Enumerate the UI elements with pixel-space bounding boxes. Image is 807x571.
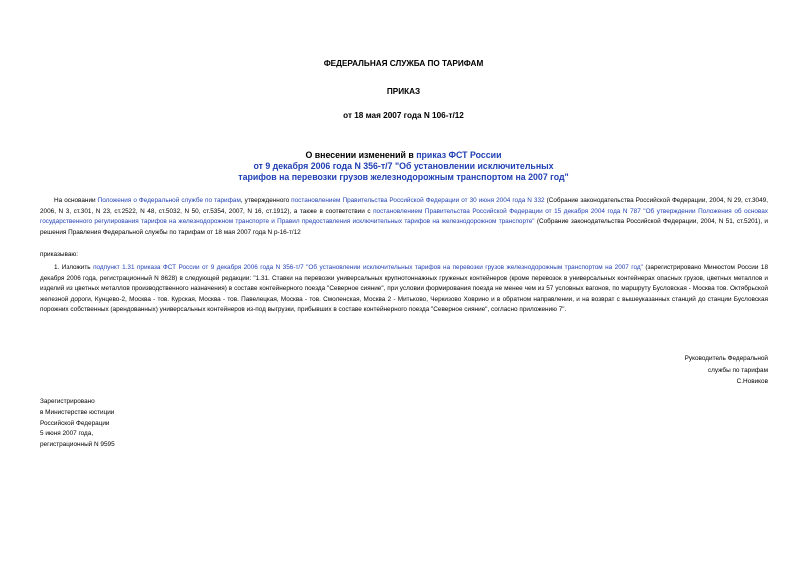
signature-block: [560, 353, 768, 388]
link-resolution-332[interactable]: постановлением Правительства Российской Федерации от 30 июня 2004 года N 332: [291, 197, 545, 204]
preamble-text-3: (Собрание законодательства Российской Федерации, 2004, N 29, ст.3049, 2006, N 3, ст.301, N 23, ст.2522, N 48, ст.5032, N 50, ст.5354, 2007, N 16, ст.1912), а также в соответствии с: [40, 197, 768, 215]
title-link-order[interactable]: приказ ФСТ России: [416, 150, 502, 160]
preamble-text-1: На основании: [54, 197, 98, 204]
signature-name: С.Новиков: [736, 378, 768, 385]
agency-heading: ФЕДЕРАЛЬНАЯ СЛУЖБА ПО ТАРИФАМ: [323, 59, 484, 68]
registration-line-1: Зарегистрировано: [40, 398, 95, 405]
document-title: [0, 150, 807, 183]
title-link-line2[interactable]: от 9 декабря 2006 года N 356-т/7 "Об установлении исключительных: [253, 161, 554, 171]
registration-line-4: 5 июня 2007 года,: [40, 430, 94, 438]
document-date-number: от 18 мая 2007 года N 106-т/12: [343, 111, 464, 120]
item1-text-1: 1. Изложить: [54, 264, 94, 271]
title-prefix: О внесении изменений в: [305, 150, 417, 160]
registration-line-2: в Министерстве юстиции: [40, 408, 115, 416]
item1-text-2: (зарегистрировано Минюстом России 18 декабря 2006 года, регистрационный N 8628) в следующей редакции: "1.31. Ставки на перевозки универсальных крупнотоннажных груженых контейнеров (кроме перевозок в универсальных контейнерах опасных грузов, цветных металлов и изделий из цветных металлов производственного назначения) в составе контейнерного поезда "Северное сияние", при условии формирования поезда не менее чем из 57 условных вагонов, по маршруту Бусловская - Москва тов. Октябрьской железной дороги, Кунцево-2, Москва - тов. Курская, Москва - тов. Павелецкая, Москва - тов. Смоленская, Москва 2 - Митьково, Черкизово Ховрино и в обратном направлении, и на возврат с вышеуказанных станций до станции Бусловская порожних собственных (арендованных) универсальных контейнеров из-под выгрузки, прибывших в составе контейнерного поезда "Северное сияние", согласно приложению 7".: [40, 264, 768, 314]
preamble-text-2: , утвержденного: [240, 197, 292, 204]
document-type: ПРИКАЗ: [386, 87, 421, 96]
link-subclause-131[interactable]: подпункт 1.31 приказа ФСТ России от 9 декабря 2006 года N 356-т/7 "Об установлении исключительных тарифов на перевозки грузов железнодорожным транспортом на 2007 год": [93, 264, 643, 271]
signature-agency: службы по тарифам: [707, 366, 768, 374]
registration-line-5: регистрационный N 9595: [40, 441, 115, 449]
preamble-paragraph: [40, 196, 768, 238]
item-1-paragraph: [40, 263, 768, 316]
link-resolution-787[interactable]: постановлением Правительства Российской Федерации от 15 декабря 2004 года N 787 "Об утверждении Положения об основах государственного регулирования тарифов на железнодорожном транспорте и Правил предоставления исключительных тарифов на железнодорожном транспорте": [40, 207, 768, 226]
order-word: приказываю:: [40, 251, 78, 258]
signature-position: Руководитель Федеральной: [684, 355, 768, 362]
registration-block: [40, 397, 240, 451]
title-link-line3[interactable]: тарифов на перевозки грузов железнодорожным транспортом на 2007 год": [238, 172, 569, 182]
registration-line-3: Российской Федерации: [40, 419, 110, 427]
preamble-text-4: (Собрание законодательства Российской Федерации, 2004, N 51, ст.5201), и решения Правления Федеральной службы по тарифам от 18 мая 2007 года N р-16-т/12: [40, 218, 768, 236]
link-fst-regulation[interactable]: Положения о Федеральной службе по тарифам: [97, 197, 241, 204]
